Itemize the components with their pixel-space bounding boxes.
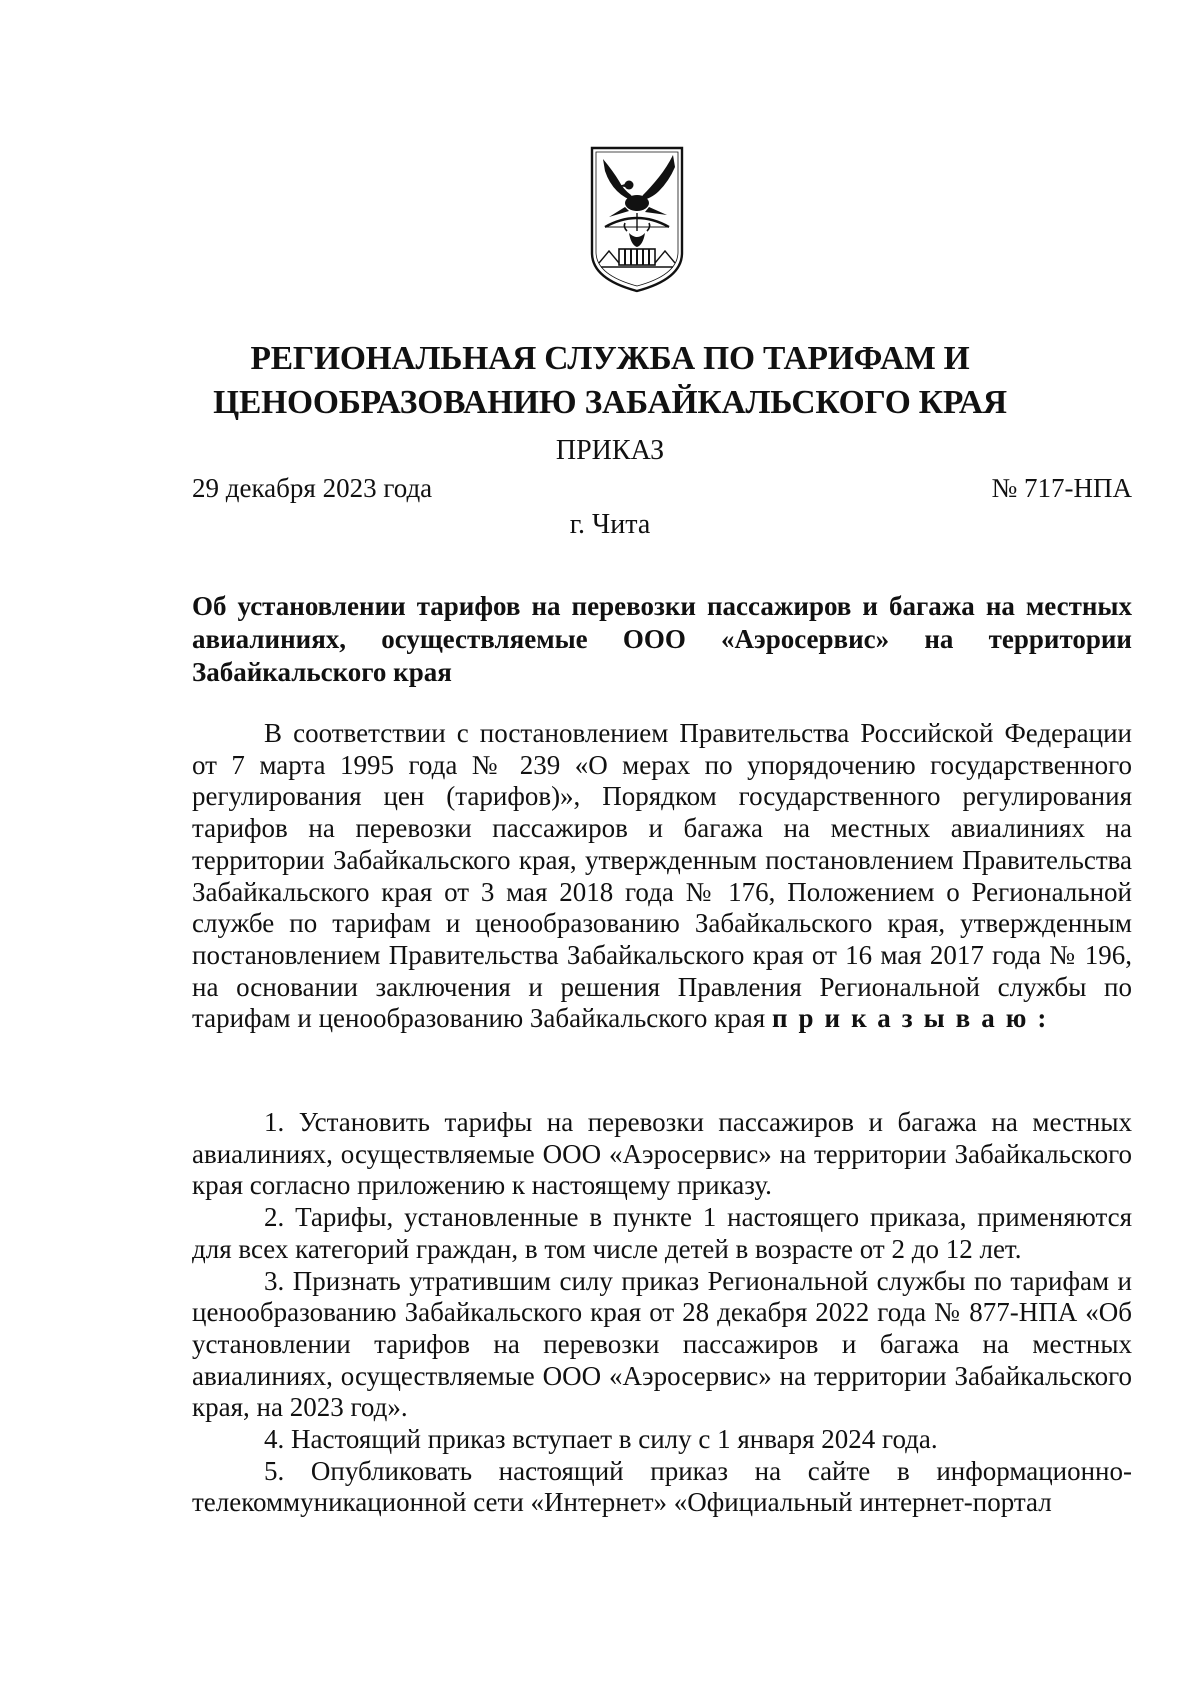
document-date: 29 декабря 2023 года: [192, 473, 433, 503]
order-item-1: 1. Установить тарифы на перевозки пассажиров и багажа на местных авиалиниях, осуществляемые ООО «Аэросервис» на территории Забайкальского края согласно приложению к настоящему приказу.: [192, 1107, 1132, 1201]
order-word: приказываю:: [771, 1003, 1058, 1034]
coat-of-arms-icon: [589, 145, 685, 295]
order-item-2: 2. Тарифы, установленные в пункте 1 настоящего приказа, применяются для всех категорий граждан, в том числе детей в возрасте от 2 до 12 лет.: [192, 1202, 1132, 1264]
document-number: № 717-НПА: [991, 473, 1132, 503]
order-items: [192, 1107, 1132, 1519]
preamble-paragraph: [192, 718, 1132, 1035]
organization-title: РЕГИОНАЛЬНАЯ СЛУЖБА ПО ТАРИФАМ И ЦЕНООБРАЗОВАНИЮ ЗАБАЙКАЛЬСКОГО КРАЯ: [213, 340, 1007, 421]
document-type: ПРИКАЗ: [555, 435, 665, 466]
preamble-text: В соответствии с постановлением Правительства Российской Федерации от 7 марта 1995 года № 239 «О мерах по упорядочению государственного регулирования цен (тарифов)», Порядком государственного регулирования тарифов на перевозки пассажиров и багажа на местных авиалиниях на территории Забайкальского края, утвержденным постановлением Правительства Забайкальского края от 3 мая 2018 года № 176, Положением о Региональной службе по тарифам и ценообразованию Забайкальского края, утвержденным постановлением Правительства Забайкальского края от 16 мая 2017 года № 196, на основании заключения и решения Правления Региональной службы по тарифам и ценообразованию Забайкальского края: [192, 718, 1132, 1034]
order-item-5: 5. Опубликовать настоящий приказ на сайте в информационно-телекоммуникационной сети «Интернет» «Официальный интернет-портал: [192, 1455, 1132, 1518]
order-subject: Об установлении тарифов на перевозки пассажиров и багажа на местных авиалиниях, осуществляемые ООО «Аэросервис» на территории Забайкальского края: [192, 591, 1132, 687]
order-item-3: 3. Признать утратившим силу приказ Региональной службы по тарифам и ценообразованию Забайкальского края от 28 декабря 2022 года № 877-НПА «Об установлении тарифов на перевозки пассажиров и багажа на местных авиалиниях, осуществляемые ООО «Аэросервис» на территории Забайкальского края, на 2023 год».: [192, 1265, 1132, 1423]
order-item-4: 4. Настоящий приказ вступает в силу с 1 января 2024 года.: [264, 1424, 938, 1455]
document-city: г. Чита: [569, 509, 651, 540]
